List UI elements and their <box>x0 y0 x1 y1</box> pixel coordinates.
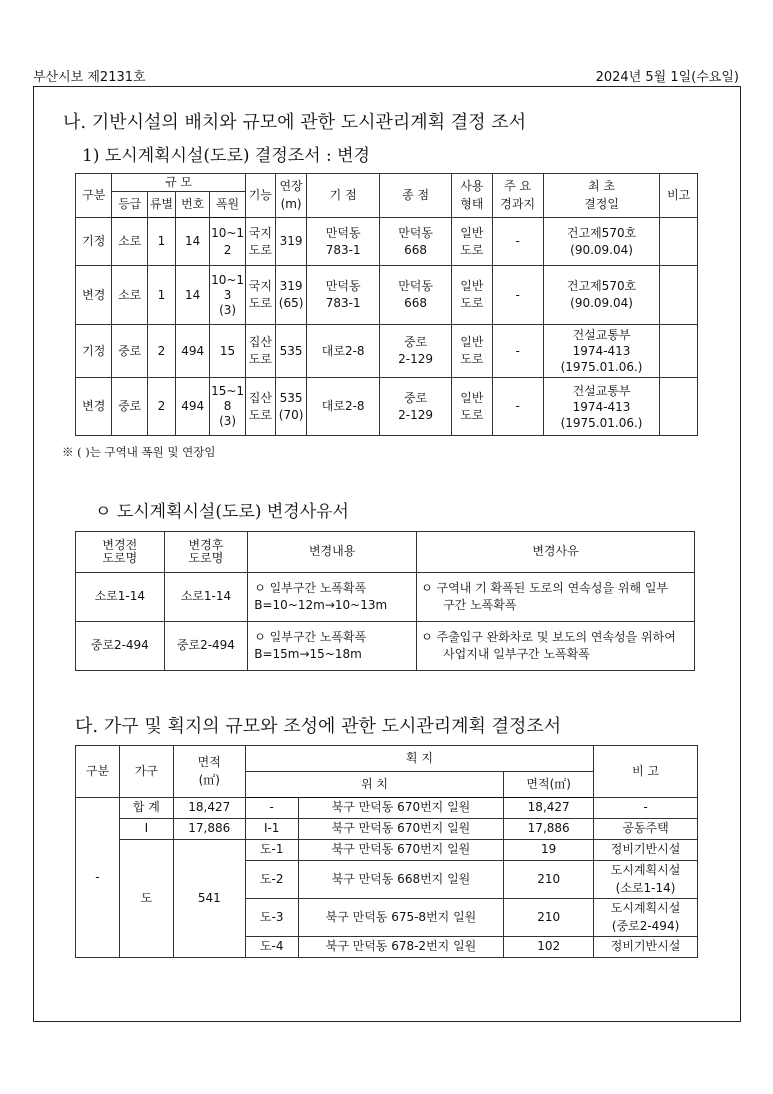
table-cell: 만덕동 783-1 <box>307 266 380 325</box>
table-cell: 14 <box>176 218 210 266</box>
road-decision-table <box>75 173 698 436</box>
table-cell: 도 <box>119 840 173 958</box>
bulletin-issue: 부산시보 제2131호 <box>33 70 146 85</box>
bulletin-date: 2024년 5월 1일(수요일) <box>595 70 739 85</box>
table-cell: 2 <box>147 325 175 378</box>
table-cell: 정비기반시설 <box>594 840 698 861</box>
table-cell: - <box>492 218 543 266</box>
table-row <box>76 798 698 819</box>
table-cell: 10~1 3 (3) <box>210 266 245 325</box>
table-cell: 일반 도로 <box>452 218 493 266</box>
th-lot-area: 면적(㎡) <box>504 772 594 798</box>
table-cell: 중로 <box>112 378 147 436</box>
th-content: 변경내용 <box>248 532 417 573</box>
table-cell: 319 <box>275 218 306 266</box>
table-cell: 210 <box>504 899 594 937</box>
th-before: 변경전 도로명 <box>76 532 165 573</box>
table-cell: 도-4 <box>245 937 298 958</box>
table-cell: 14 <box>176 266 210 325</box>
th-function: 기능 <box>245 174 275 218</box>
table-cell: 중로 <box>112 325 147 378</box>
table-cell: 535 <box>275 325 306 378</box>
table-cell: 만덕동 668 <box>380 218 452 266</box>
th-number: 번호 <box>176 192 210 218</box>
th-width: 폭원 <box>210 192 245 218</box>
table-cell: 도-1 <box>245 840 298 861</box>
table-cell: 541 <box>173 840 245 958</box>
table-cell: - <box>492 378 543 436</box>
table-cell: 도-3 <box>245 899 298 937</box>
table-cell: 정비기반시설 <box>594 937 698 958</box>
block-lot-table <box>75 745 698 958</box>
table-cell: 소로1-14 <box>76 573 165 622</box>
table-cell: 건고제570호 (90.09.04) <box>543 218 660 266</box>
table-cell: 공동주택 <box>594 819 698 840</box>
table-cell: 18,427 <box>504 798 594 819</box>
table-cell <box>660 266 698 325</box>
table-cell <box>660 325 698 378</box>
table-cell: 변경 <box>76 378 112 436</box>
table-cell: 합 계 <box>119 798 173 819</box>
table-cell: - <box>492 325 543 378</box>
table-cell: 기정 <box>76 325 112 378</box>
table-cell: I-1 <box>245 819 298 840</box>
table-row <box>76 622 695 671</box>
table-cell: ㅇ 일부구간 노폭확폭 B=15m→15~18m <box>248 622 417 671</box>
section-da-title: 다. 가구 및 획지의 규모와 조성에 관한 도시관리계획 결정조서 <box>75 716 562 737</box>
table-cell: 소로 <box>112 266 147 325</box>
table-cell: 집산 도로 <box>245 325 275 378</box>
table-cell: 도-2 <box>245 861 298 899</box>
table-cell: 기정 <box>76 218 112 266</box>
th-use: 사용 형태 <box>452 174 493 218</box>
table-cell: 국지 도로 <box>245 218 275 266</box>
section-na-title: 나. 기반시설의 배치와 규모에 관한 도시관리계획 결정 조서 <box>63 112 527 133</box>
table-cell: 15~1 8 (3) <box>210 378 245 436</box>
table-cell: - <box>492 266 543 325</box>
th-division: 구분 <box>76 746 120 798</box>
table-cell: 494 <box>176 378 210 436</box>
table-cell: 17,886 <box>504 819 594 840</box>
table-cell <box>660 218 698 266</box>
table-cell: I <box>119 819 173 840</box>
table-cell: 북구 만덕동 678-2번지 일원 <box>298 937 504 958</box>
table-cell: 중로2-494 <box>76 622 165 671</box>
table-cell: 중로 2-129 <box>380 378 452 436</box>
table-cell: 소로 <box>112 218 147 266</box>
th-remark: 비고 <box>660 174 698 218</box>
table-cell: 도시계획시설 (중로2-494) <box>594 899 698 937</box>
table-cell: 국지 도로 <box>245 266 275 325</box>
th-length: 연장 (m) <box>275 174 306 218</box>
th-type: 류별 <box>147 192 175 218</box>
table-cell: 건고제570호 (90.09.04) <box>543 266 660 325</box>
th-end: 종 점 <box>380 174 452 218</box>
table-cell: 집산 도로 <box>245 378 275 436</box>
table-cell: 중로 2-129 <box>380 325 452 378</box>
table-row <box>76 218 698 266</box>
table-cell: 1 <box>147 266 175 325</box>
table-cell: 17,886 <box>173 819 245 840</box>
table-cell: 북구 만덕동 670번지 일원 <box>298 819 504 840</box>
table-row <box>76 819 698 840</box>
table-cell: 변경 <box>76 266 112 325</box>
table-note: ※ ( )는 구역내 폭원 및 연장임 <box>62 445 216 459</box>
th-lot: 획 지 <box>245 746 593 772</box>
table-cell: 일반 도로 <box>452 266 493 325</box>
th-grade: 등급 <box>112 192 147 218</box>
table-cell: ㅇ 일부구간 노폭확폭 B=10~12m→10~13m <box>248 573 417 622</box>
table-cell: 건설교통부 1974-413 (1975.01.06.) <box>543 378 660 436</box>
table-cell: 535 (70) <box>275 378 306 436</box>
table-cell: 494 <box>176 325 210 378</box>
table-cell: 19 <box>504 840 594 861</box>
th-location: 위 치 <box>245 772 504 798</box>
table-cell: - <box>245 798 298 819</box>
table-cell: 2 <box>147 378 175 436</box>
table-cell: - <box>594 798 698 819</box>
table-cell: 북구 만덕동 670번지 일원 <box>298 840 504 861</box>
th-start: 기 점 <box>307 174 380 218</box>
table-cell: 18,427 <box>173 798 245 819</box>
table-cell: 10~1 2 <box>210 218 245 266</box>
th-division: 구분 <box>76 174 112 218</box>
th-remark: 비 고 <box>594 746 698 798</box>
table-cell: 1 <box>147 218 175 266</box>
th-initial-date: 최 초 결정일 <box>543 174 660 218</box>
table-cell: - <box>76 798 120 958</box>
table-cell: 도시계획시설 (소로1-14) <box>594 861 698 899</box>
table-cell: 중로2-494 <box>164 622 248 671</box>
th-after: 변경후 도로명 <box>164 532 248 573</box>
table-cell: 319 (65) <box>275 266 306 325</box>
table-cell: 210 <box>504 861 594 899</box>
table-cell: 일반 도로 <box>452 325 493 378</box>
th-block: 가구 <box>119 746 173 798</box>
table-cell: ㅇ 주출입구 완화차로 및 보도의 연속성을 위하여 사업지내 일부구간 노폭확폭 <box>417 622 695 671</box>
table-cell: 북구 만덕동 668번지 일원 <box>298 861 504 899</box>
th-area: 면적 (㎡) <box>173 746 245 798</box>
table-cell <box>660 378 698 436</box>
table-row <box>76 840 698 861</box>
table-cell: 북구 만덕동 675-8번지 일원 <box>298 899 504 937</box>
table-cell: 102 <box>504 937 594 958</box>
section-reason-title: ㅇ 도시계획시설(도로) 변경사유서 <box>95 502 349 522</box>
table-cell: 건설교통부 1974-413 (1975.01.06.) <box>543 325 660 378</box>
table-cell: 대로2-8 <box>307 325 380 378</box>
table-row <box>76 266 698 325</box>
th-main-route: 주 요 경과지 <box>492 174 543 218</box>
table-row <box>76 325 698 378</box>
table-cell: 15 <box>210 325 245 378</box>
table-row <box>76 573 695 622</box>
th-scale: 규 모 <box>112 174 245 192</box>
table-cell: 북구 만덕동 670번지 일원 <box>298 798 504 819</box>
th-reason: 변경사유 <box>417 532 695 573</box>
table-cell: 소로1-14 <box>164 573 248 622</box>
table-cell: 만덕동 783-1 <box>307 218 380 266</box>
table-cell: 일반 도로 <box>452 378 493 436</box>
table-cell: 만덕동 668 <box>380 266 452 325</box>
table-cell: 대로2-8 <box>307 378 380 436</box>
table-row <box>76 378 698 436</box>
change-reason-table <box>75 531 695 671</box>
table-cell: ㅇ 구역내 기 확폭된 도로의 연속성을 위해 일부 구간 노폭확폭 <box>417 573 695 622</box>
section-na-subtitle: 1) 도시계획시설(도로) 결정조서 : 변경 <box>82 146 370 166</box>
